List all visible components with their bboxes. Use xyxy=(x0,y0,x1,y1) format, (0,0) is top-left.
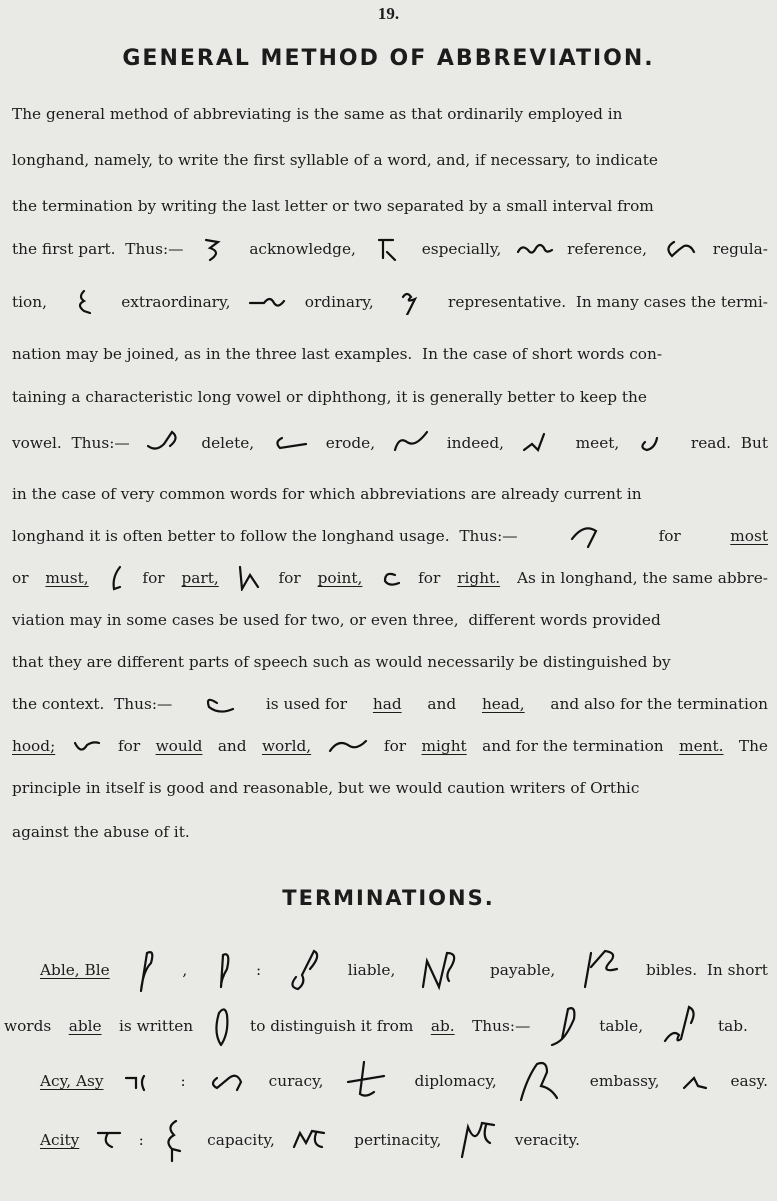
text-line xyxy=(12,234,768,264)
text: As in longhand, the same abbre- xyxy=(516,569,768,587)
text: extraordinary, xyxy=(121,293,231,311)
text: right. xyxy=(457,569,501,587)
text: the context. Thus:— xyxy=(12,695,173,713)
text: representative. In many cases the termi- xyxy=(448,293,768,311)
text: indeed, xyxy=(446,434,505,452)
shorthand-glyph-icon xyxy=(513,236,555,262)
text: Acy, Asy xyxy=(40,1072,104,1090)
text: Thus:— xyxy=(472,1017,531,1035)
text: principle in itself is good and reasonable, but we would caution writers of Orthic xyxy=(12,779,640,797)
shorthand-glyph-icon xyxy=(211,1003,233,1049)
text: acknowledge, xyxy=(249,240,356,258)
text: capacity, xyxy=(207,1131,275,1149)
text: vowel. Thus:— xyxy=(12,434,130,452)
shorthand-glyph-icon xyxy=(195,236,237,262)
text-line xyxy=(12,99,768,129)
text-line xyxy=(12,563,768,593)
text: Able, Ble xyxy=(40,961,110,979)
text: for xyxy=(658,527,681,545)
text-line xyxy=(12,773,768,803)
text-line xyxy=(12,521,768,551)
subsection-heading: TERMINATIONS. xyxy=(282,886,495,910)
shorthand-glyph-icon xyxy=(106,565,126,591)
text-line xyxy=(12,731,768,761)
text: especially, xyxy=(421,240,502,258)
text: in the case of very common words for which abbreviations are already current in xyxy=(12,485,642,503)
text: had xyxy=(372,695,402,713)
text: table, xyxy=(599,1017,644,1035)
text: part, xyxy=(181,569,219,587)
shorthand-glyph-icon xyxy=(284,947,324,993)
section-heading: GENERAL METHOD OF ABBREVIATION. xyxy=(122,46,655,71)
text-line xyxy=(12,428,768,458)
text: meet, xyxy=(575,434,620,452)
text-line xyxy=(12,287,768,317)
shorthand-glyph-icon xyxy=(236,565,262,591)
text: would xyxy=(155,737,203,755)
shorthand-glyph-icon xyxy=(94,1127,124,1153)
text: that they are different parts of speech such as would necessarily be distinguished by xyxy=(12,653,671,671)
text: point, xyxy=(317,569,363,587)
termination-line xyxy=(40,955,768,985)
text: curacy, xyxy=(268,1072,324,1090)
text: : xyxy=(180,1072,186,1090)
shorthand-glyph-icon xyxy=(290,1127,340,1153)
shorthand-glyph-icon xyxy=(379,565,401,591)
text: diplomacy, xyxy=(414,1072,497,1090)
text: head, xyxy=(481,695,525,713)
text: words xyxy=(4,1017,52,1035)
shorthand-glyph-icon xyxy=(145,430,187,456)
text-line xyxy=(12,817,768,847)
text: for xyxy=(418,569,441,587)
text: payable, xyxy=(490,961,556,979)
shorthand-glyph-icon xyxy=(133,947,159,993)
termination-line xyxy=(40,1066,768,1096)
text: erode, xyxy=(325,434,376,452)
text: Acity xyxy=(40,1131,80,1149)
shorthand-glyph-icon xyxy=(519,430,561,456)
text: The xyxy=(738,737,768,755)
text: pertinacity, xyxy=(354,1131,442,1149)
text-line xyxy=(12,339,768,369)
text: and for the termination xyxy=(482,737,664,755)
text-line xyxy=(12,145,768,175)
text-line xyxy=(12,479,768,509)
text: nation may be joined, as in the three last examples. In the case of short words con- xyxy=(12,345,663,363)
text: the first part. Thus:— xyxy=(12,240,184,258)
text: is used for xyxy=(265,695,348,713)
shorthand-glyph-icon xyxy=(634,430,676,456)
shorthand-glyph-icon xyxy=(158,1117,192,1163)
text: most xyxy=(730,527,768,545)
text: delete, xyxy=(201,434,255,452)
text: tion, xyxy=(12,293,47,311)
text: embassy, xyxy=(589,1072,660,1090)
text-line xyxy=(12,689,768,719)
shorthand-glyph-icon xyxy=(71,733,103,759)
text: hood; xyxy=(12,737,56,755)
text: to distinguish it from xyxy=(250,1017,414,1035)
text: for xyxy=(278,569,301,587)
shorthand-glyph-icon xyxy=(206,1068,248,1094)
text-line xyxy=(12,647,768,677)
termination-line xyxy=(40,1125,580,1155)
shorthand-glyph-icon xyxy=(269,430,311,456)
text: the termination by writing the last letter or two separated by a small interval from xyxy=(12,197,654,215)
text: or xyxy=(12,569,29,587)
shorthand-glyph-icon xyxy=(247,289,289,315)
text: world, xyxy=(261,737,312,755)
shorthand-glyph-icon xyxy=(390,430,432,456)
shorthand-glyph-icon xyxy=(419,947,467,993)
text-line xyxy=(12,605,768,635)
shorthand-glyph-icon xyxy=(211,947,233,993)
text: tab. xyxy=(717,1017,748,1035)
text: able xyxy=(68,1017,102,1035)
text: liable, xyxy=(347,961,396,979)
text: , xyxy=(182,961,188,979)
shorthand-glyph-icon xyxy=(517,1058,569,1104)
shorthand-glyph-icon xyxy=(579,947,623,993)
text: : xyxy=(138,1131,144,1149)
text: for xyxy=(118,737,141,755)
text: might xyxy=(421,737,467,755)
shorthand-glyph-icon xyxy=(456,1117,500,1163)
text-line xyxy=(12,191,768,221)
text: for xyxy=(383,737,407,755)
text: and xyxy=(427,695,457,713)
text: bibles. In short xyxy=(645,961,768,979)
text: and also for the termination xyxy=(550,695,768,713)
text: ordinary, xyxy=(304,293,374,311)
text: viation may in some cases be used for two, or even three, different words provided xyxy=(12,611,661,629)
text: longhand, namely, to write the first syllable of a word, and, if necessary, to indicate xyxy=(12,151,658,169)
text: reference, xyxy=(567,240,647,258)
shorthand-glyph-icon xyxy=(368,236,410,262)
text: against the abuse of it. xyxy=(12,823,190,841)
shorthand-glyph-icon xyxy=(63,289,105,315)
shorthand-glyph-icon xyxy=(198,691,240,717)
text-line xyxy=(12,382,768,412)
shorthand-glyph-icon xyxy=(680,1068,710,1094)
text: and xyxy=(217,737,247,755)
text: : xyxy=(255,961,262,979)
text: The general method of abbreviating is the same as that ordinarily employed in xyxy=(12,105,623,123)
page-number: 19. xyxy=(377,4,400,23)
text: veracity. xyxy=(514,1131,580,1149)
text: ment. xyxy=(679,737,724,755)
text: longhand it is often better to follow the longhand usage. Thus:— xyxy=(12,527,518,545)
shorthand-glyph-icon xyxy=(124,1068,160,1094)
shorthand-glyph-icon xyxy=(567,523,609,549)
text: taining a characteristic long vowel or diphthong, it is generally better to keep the xyxy=(12,388,647,406)
shorthand-glyph-icon xyxy=(390,289,432,315)
text: is written xyxy=(119,1017,194,1035)
shorthand-glyph-icon xyxy=(661,1003,701,1049)
text: regula- xyxy=(712,240,768,258)
shorthand-glyph-icon xyxy=(659,236,701,262)
text: for xyxy=(142,569,165,587)
text: must, xyxy=(45,569,89,587)
text: ab. xyxy=(430,1017,455,1035)
text: easy. xyxy=(730,1072,768,1090)
text: read. But xyxy=(690,434,768,452)
shorthand-glyph-icon xyxy=(344,1058,394,1104)
shorthand-glyph-icon xyxy=(327,733,369,759)
termination-line xyxy=(4,1011,748,1041)
shorthand-glyph-icon xyxy=(548,1003,582,1049)
